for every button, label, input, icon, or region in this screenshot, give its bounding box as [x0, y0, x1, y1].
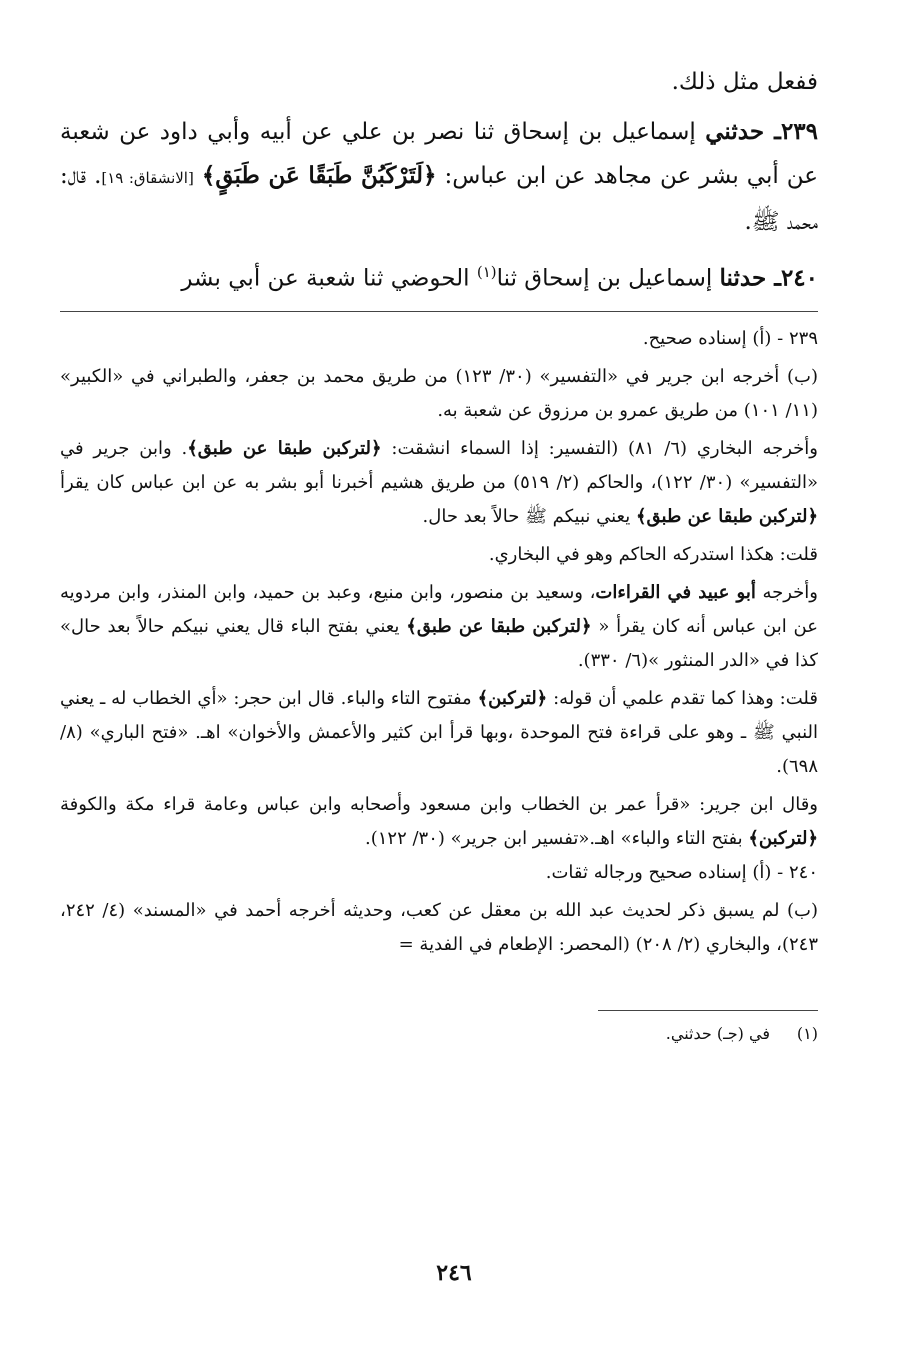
hadith-text: إسماعيل بن إسحاق ثنا [496, 265, 720, 292]
note-239-b: (ب) أخرجه ابن جرير في «التفسير» (٣٠/ ١٢٣) من طريق محمد بن جعفر، والطبراني في «الكبير» (١١/ ١٠١) من طريق عمرو بن مرزوق عن شعبة به. [60, 365, 819, 421]
page-number: ٢٤٦ [436, 1260, 472, 1286]
quran-verse: ﴿لتركبن﴾ [748, 827, 818, 849]
note-qultu-2 [60, 682, 818, 784]
note-text: وأخرجه البخاري (٦/ ٨١) (التفسير: إذا السماء انشقت: [381, 437, 818, 459]
note-240-b: (ب) لم يسبق ذكر لحديث عبد الله بن معقل عن كعب، وحديثه أخرجه أحمد في «المسند» (٤/ ٢٤٢، ٢٤٣)، والبخاري (٢/ ٢٠٨) (المحصر: الإطعام في الفدية = [60, 899, 818, 955]
note-240-a: ٢٤٠ - (أ) إسناده صحيح ورجاله ثقات. [545, 861, 818, 883]
note-text: . وابن جرير في «التفسير» (٣٠/ ١٢٢)، والحاكم (٢/ ٥١٩) من طريق هشيم أخبرنا أبو بشر به عن ابن عباس كان يقرأ [60, 437, 818, 493]
hadith-head: ـ حدثني [705, 118, 781, 145]
note-ibn-jarir [60, 788, 818, 856]
note-text: قلت: وهذا كما تقدم علمي أن قوله: [547, 687, 818, 709]
note-text: وأخرجه [755, 581, 818, 603]
note-abu-ubaid [60, 576, 818, 678]
commentary [60, 322, 818, 962]
note-qultu-1: قلت: هكذا استدركه الحاكم وهو في البخاري. [488, 543, 818, 565]
hadith-head: ـ حدثنا [719, 264, 781, 292]
note-bold-text: أبو عبيد في القراءات [595, 581, 756, 603]
footnote [60, 1019, 818, 1049]
quran-verse: ﴿لتركبن طبقا عن طبق﴾ [635, 505, 818, 527]
note-text: يعني نبيكم ﷺ حالاً بعد حال. [422, 505, 636, 527]
intro-line: ففعل مثل ذلك. [671, 69, 818, 95]
footnote-text: في (جـ) حدثني. [665, 1023, 770, 1043]
hadith-text: عن شعبة عن أبي بشر عن مجاهد عن ابن عباس: [60, 119, 819, 189]
hadith-240 [60, 250, 818, 301]
hadith-number: ٢٣٩ [780, 118, 818, 145]
main-text [60, 60, 818, 301]
quran-verse: ﴿لَتَرْكَبُنَّ طَبَقًا عَن طَبَقٍ﴾ [201, 162, 437, 189]
footnote-marker: (١) [476, 263, 497, 281]
page [60, 60, 818, 1049]
quran-verse: ﴿لتركبن طبقا عن طبق﴾ [406, 615, 592, 637]
separator-rule [60, 311, 818, 312]
note-text: يعني بفتح الباء قال يعني نبيكم حالاً بعد حال» كذا في «الدر المنثور »(٦/ ٣٣٠). [60, 615, 818, 671]
hadith-text: . قال: محمد ﷺ. [60, 163, 818, 235]
hadith-text: إسماعيل بن إسحاق ثنا نصر بن علي عن أبيه وأبي داود [159, 119, 706, 145]
note-text: مفتوح التاء والباء. قال ابن حجر: «أي الخطاب له ـ يعني النبي ﷺ ـ وهو على قراءة فتح الموحدة ،وبها قرأ ابن كثير والأعمش والأخوان» اهـ. «فتح الباري» (٨/ ٦٩٨). [60, 687, 818, 777]
hadith-text: الحوضي ثنا شعبة عن أبي بشر [181, 265, 477, 292]
verse-reference: [الانشقاق: ١٩] [101, 169, 194, 187]
hadith-number: ٢٤٠ [780, 264, 818, 292]
footnote-number: (١) [796, 1023, 818, 1043]
hadith-239 [60, 110, 818, 244]
footnote-rule [598, 1010, 818, 1011]
note-text: ، وسعيد بن منصور، وابن منيع، وعبد بن حميد، وابن المنذر، وابن مردويه عن ابن عباس أنه كان يقرأ « [60, 581, 818, 637]
note-239-a: ٢٣٩ - (أ) إسناده صحيح. [642, 327, 818, 349]
quran-verse: ﴿لتركبن طبقا عن طبق﴾ [187, 437, 382, 459]
quran-verse: ﴿لتركبن﴾ [477, 687, 548, 709]
note-text: بفتح التاء والباء» اهـ.«تفسير ابن جرير» (٣٠/ ١٢٢). [364, 827, 749, 849]
note-bukhari [60, 432, 818, 534]
note-text: وقال ابن جرير: «قرأ عمر بن الخطاب وابن مسعود وأصحابه وابن عباس وعامة قراء مكة والكوفة [60, 793, 818, 815]
